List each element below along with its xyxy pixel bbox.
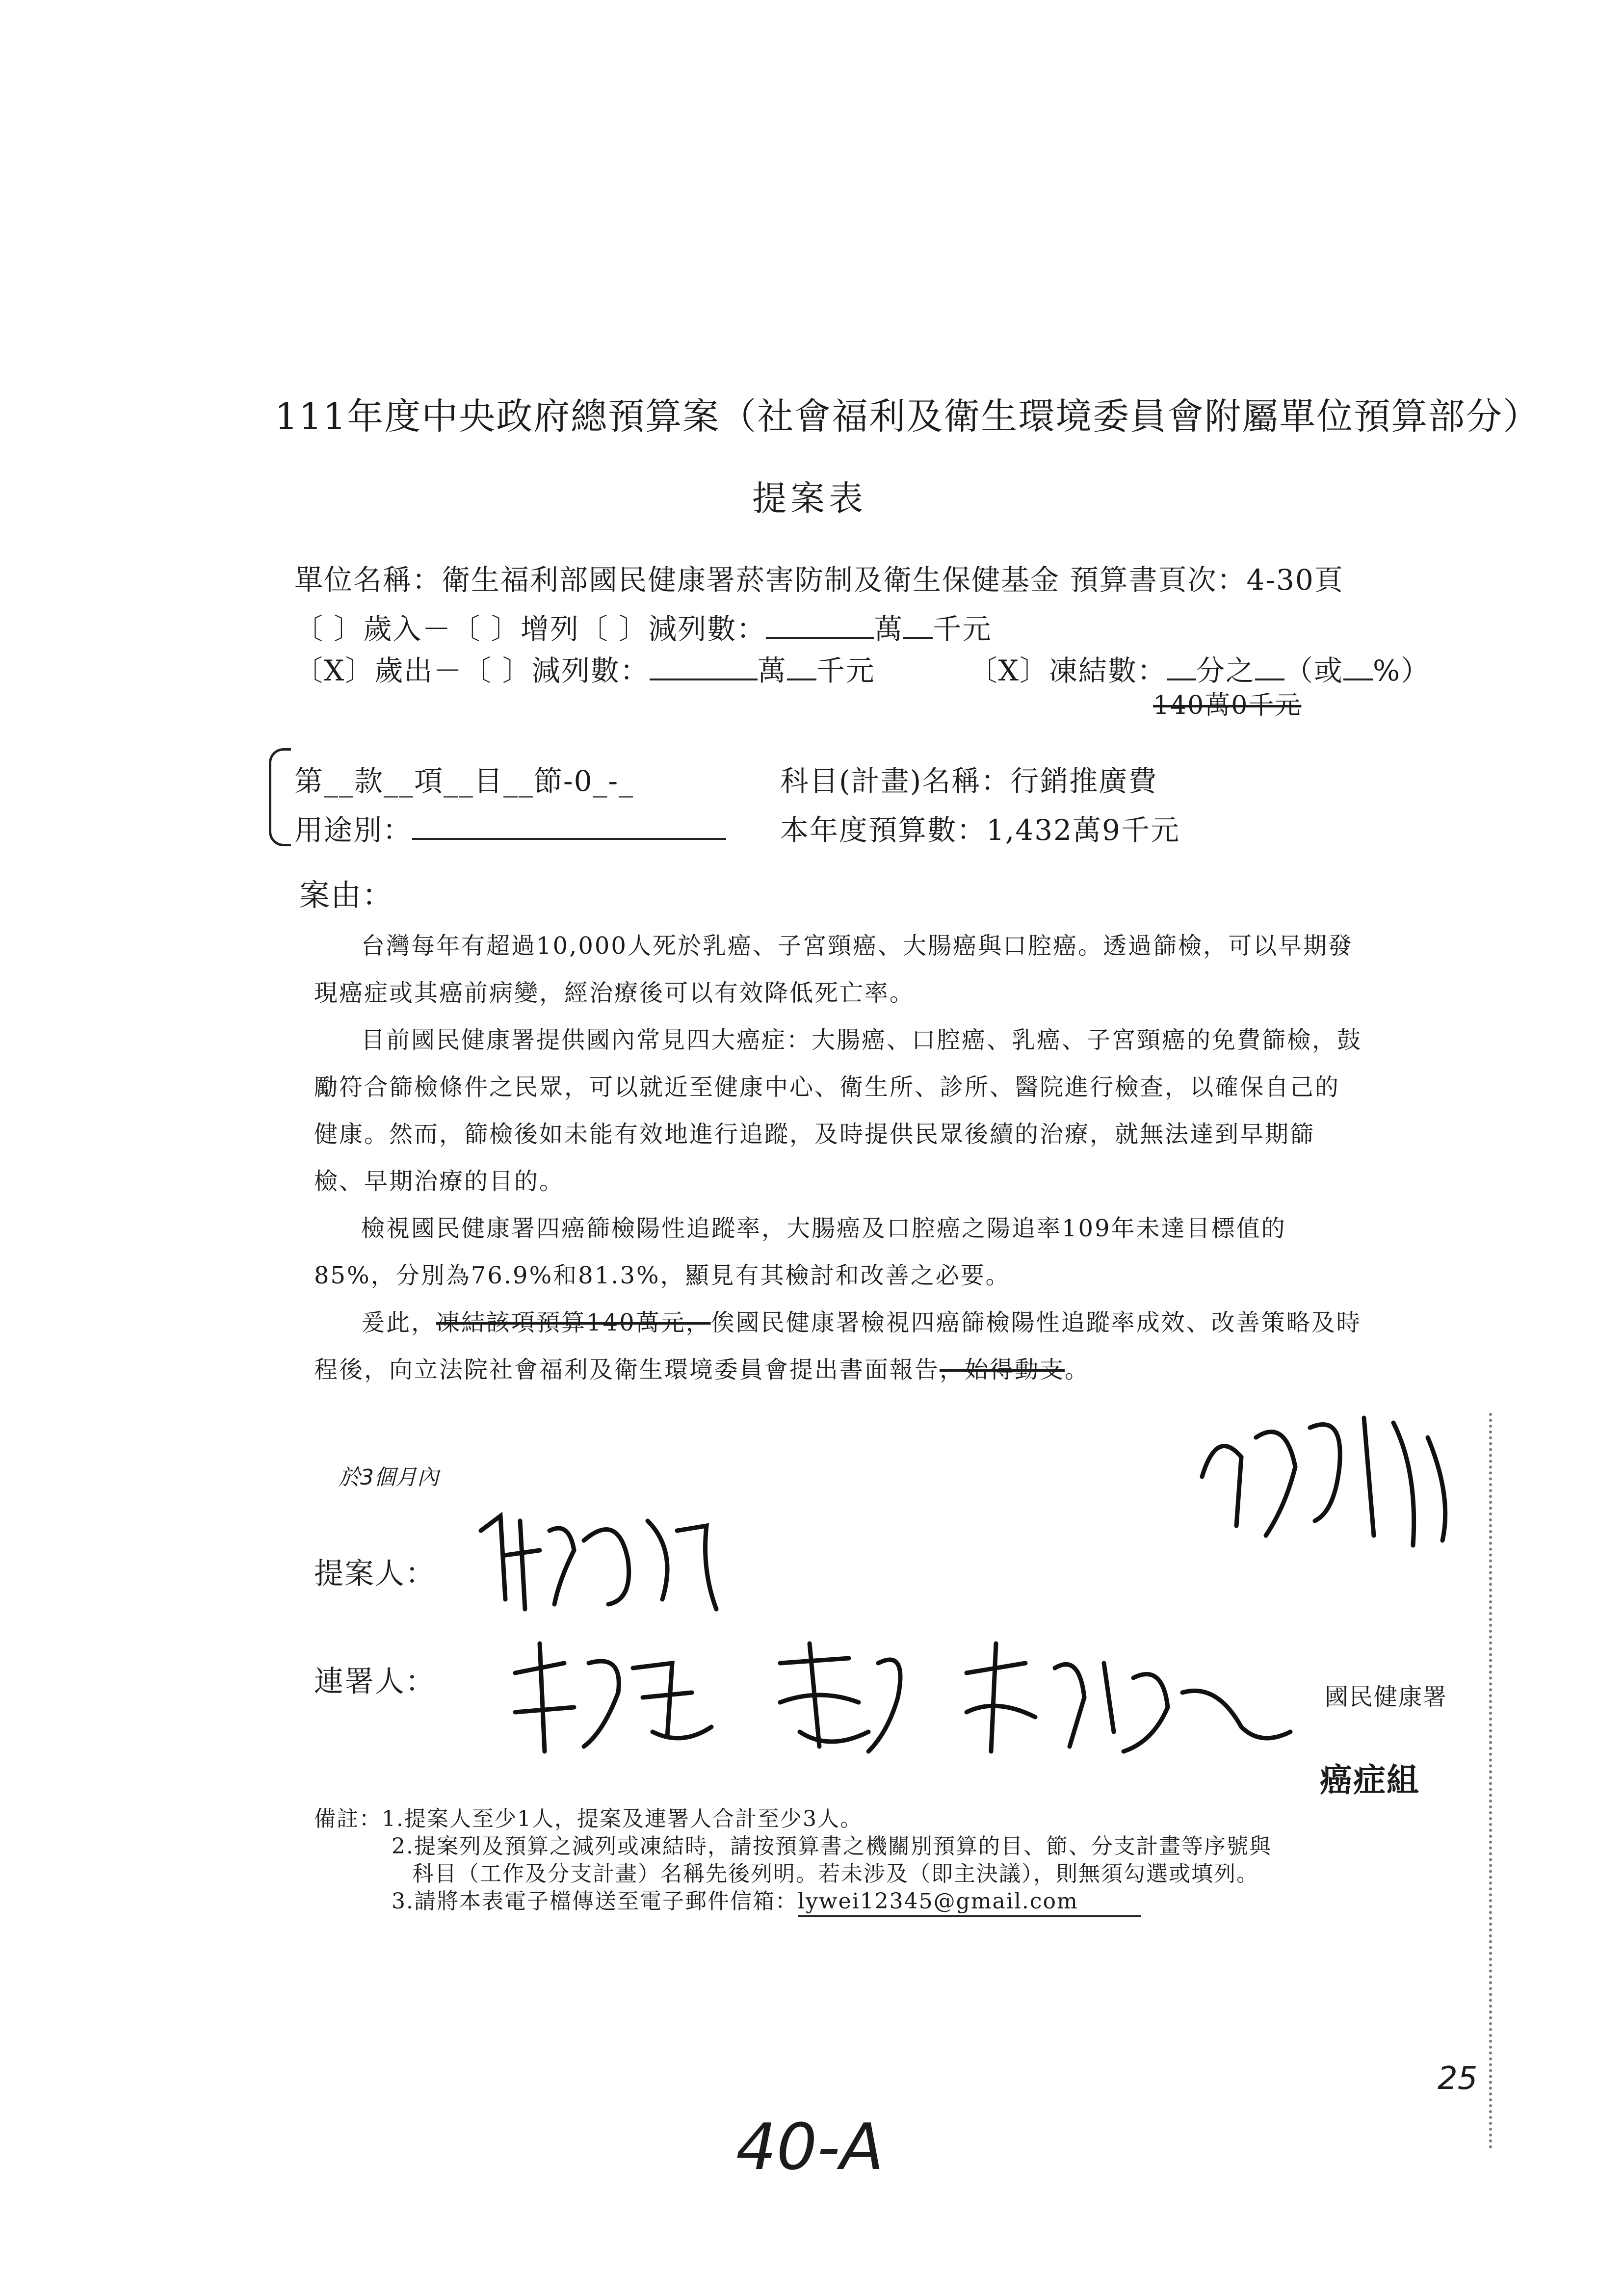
budget-label: 本年度預算數：1,432萬9千元 (780, 813, 1180, 847)
signature-scribble-icon (505, 1634, 1300, 1761)
reason-label: 案由： (299, 877, 394, 913)
approval-signature (1187, 1398, 1462, 1557)
signature-scribble-icon (471, 1501, 726, 1619)
note-item-2: 2.提案列及預算之減列或凍結時，請按預算書之機關別預算的目、節、分支計畫等序號與 (392, 1834, 1272, 1859)
revenue-line (294, 606, 992, 647)
reason-body (314, 922, 1364, 1393)
resolution-suffix: 。 (1065, 1356, 1090, 1383)
subject-label: 科目(計畫)名稱：行銷推廣費 (780, 764, 1158, 798)
page-number: 40-A (736, 2110, 884, 2184)
usage-label: 用途別： (294, 813, 413, 847)
revenue-prefix: 〔 〕歲入－〔 〕增列〔 〕減列數： (294, 612, 766, 646)
note-item-1: 1.提案人至少1人，提案及連署人合計至少3人。 (382, 1806, 863, 1831)
freeze-pct: %） (1372, 654, 1431, 687)
expense-blank-1 (650, 674, 758, 680)
freeze-mid: 分之 (1196, 654, 1255, 687)
usage-blank (412, 833, 726, 840)
expense-unit-2: 千元 (816, 654, 875, 687)
stamp-line-1: 國民健康署 (1325, 1683, 1448, 1711)
cosigner-signatures (505, 1634, 1300, 1763)
struck-freeze-amount: 140萬0千元 (1153, 691, 1302, 720)
section-bracket (269, 748, 291, 846)
right-margin-border (1489, 1413, 1492, 2149)
notes-label: 備註： (314, 1806, 382, 1831)
resolution-struck-2: ，始得動支 (940, 1356, 1065, 1383)
notes-row-4 (314, 1888, 1442, 1917)
revenue-unit-2: 千元 (933, 612, 992, 646)
cosigner-label: 連署人： (314, 1665, 436, 1699)
resolution-middle: 俟國民健康署檢視四癌篩檢陽性追蹤率成效、改善策略及時程後，向立法院社會福利及衛生環境委員會提出書面報告 (314, 1309, 1362, 1383)
proposer-signature (471, 1501, 726, 1621)
note-item-2-cont: 科目（工作及分支計畫）名稱先後列明。若未涉及（即主決議），則無須勾選或填列。 (412, 1861, 1259, 1886)
freeze-blank-3 (1343, 674, 1373, 680)
revenue-unit-1: 萬 (874, 612, 904, 646)
paragraph-2: 目前國民健康署提供國內常見四大癌症：大腸癌、口腔癌、乳癌、子宮頸癌的免費篩檢，鼓勵符合篩檢條件之民眾，可以就近至健康中心、衛生所、診所、醫院進行檢查，以確保自己的健康。然而，篩檢後如未能有效地進行追蹤，及時提供民眾後續的治療，就無法達到早期篩檢、早期治療的目的。 (314, 1026, 1362, 1195)
unit-line: 單位名稱：衛生福利部國民健康署菸害防制及衛生保健基金 預算書頁次：4-30頁 (294, 563, 1344, 597)
freeze-blank-2 (1255, 674, 1284, 680)
expense-line (294, 648, 1430, 689)
signature-scribble-icon (1187, 1398, 1462, 1555)
notes-block (314, 1805, 1442, 1917)
stamp-line-2: 癌症組 (1320, 1761, 1420, 1799)
paragraph-1: 台灣每年有超過10,000人死於乳癌、子宮頸癌、大腸癌與口腔癌。透過篩檢，可以早期發現癌症或其癌前病變，經治療後可以有效降低死亡率。 (314, 932, 1353, 1007)
revenue-blank-1 (766, 632, 874, 639)
document-subtitle: 提案表 (752, 478, 867, 519)
note-item-3: 3.請將本表電子檔傳送至電子郵件信箱： (392, 1889, 798, 1914)
proposer-label: 提案人： (314, 1557, 436, 1591)
expense-prefix: 〔X〕歲出－〔 〕減列數： (294, 654, 650, 687)
margin-mark: 25 (1438, 2061, 1478, 2097)
expense-unit-1: 萬 (757, 654, 787, 687)
freeze-prefix: 〔X〕凍結數： (969, 654, 1167, 687)
resolution-struck-1: 凍結該項預算140萬元， (436, 1309, 711, 1336)
revenue-blank-2 (903, 632, 933, 639)
freeze-paren: （或 (1284, 654, 1343, 687)
usage-line (294, 807, 726, 848)
freeze-blank-1 (1167, 674, 1196, 680)
section-line: 第__款__項__目__節-0_-_ (294, 764, 634, 798)
expense-blank-2 (787, 674, 816, 680)
resolution-prefix: 爰此， (361, 1309, 437, 1336)
handwritten-insert: 於3個月內 (339, 1465, 439, 1490)
notes-row-1 (314, 1805, 1442, 1833)
email-address[interactable]: lywei12345@gmail.com (798, 1888, 1141, 1917)
paragraph-3: 檢視國民健康署四癌篩檢陽性追蹤率，大腸癌及口腔癌之陽追率109年未達目標值的85%，分別為76.9%和81.3%，顯見有其檢討和改善之必要。 (314, 1215, 1286, 1289)
resolution-paragraph (314, 1299, 1364, 1393)
document-title: 111年度中央政府總預算案（社會福利及衛生環境委員會附屬單位預算部分） (275, 395, 1541, 438)
